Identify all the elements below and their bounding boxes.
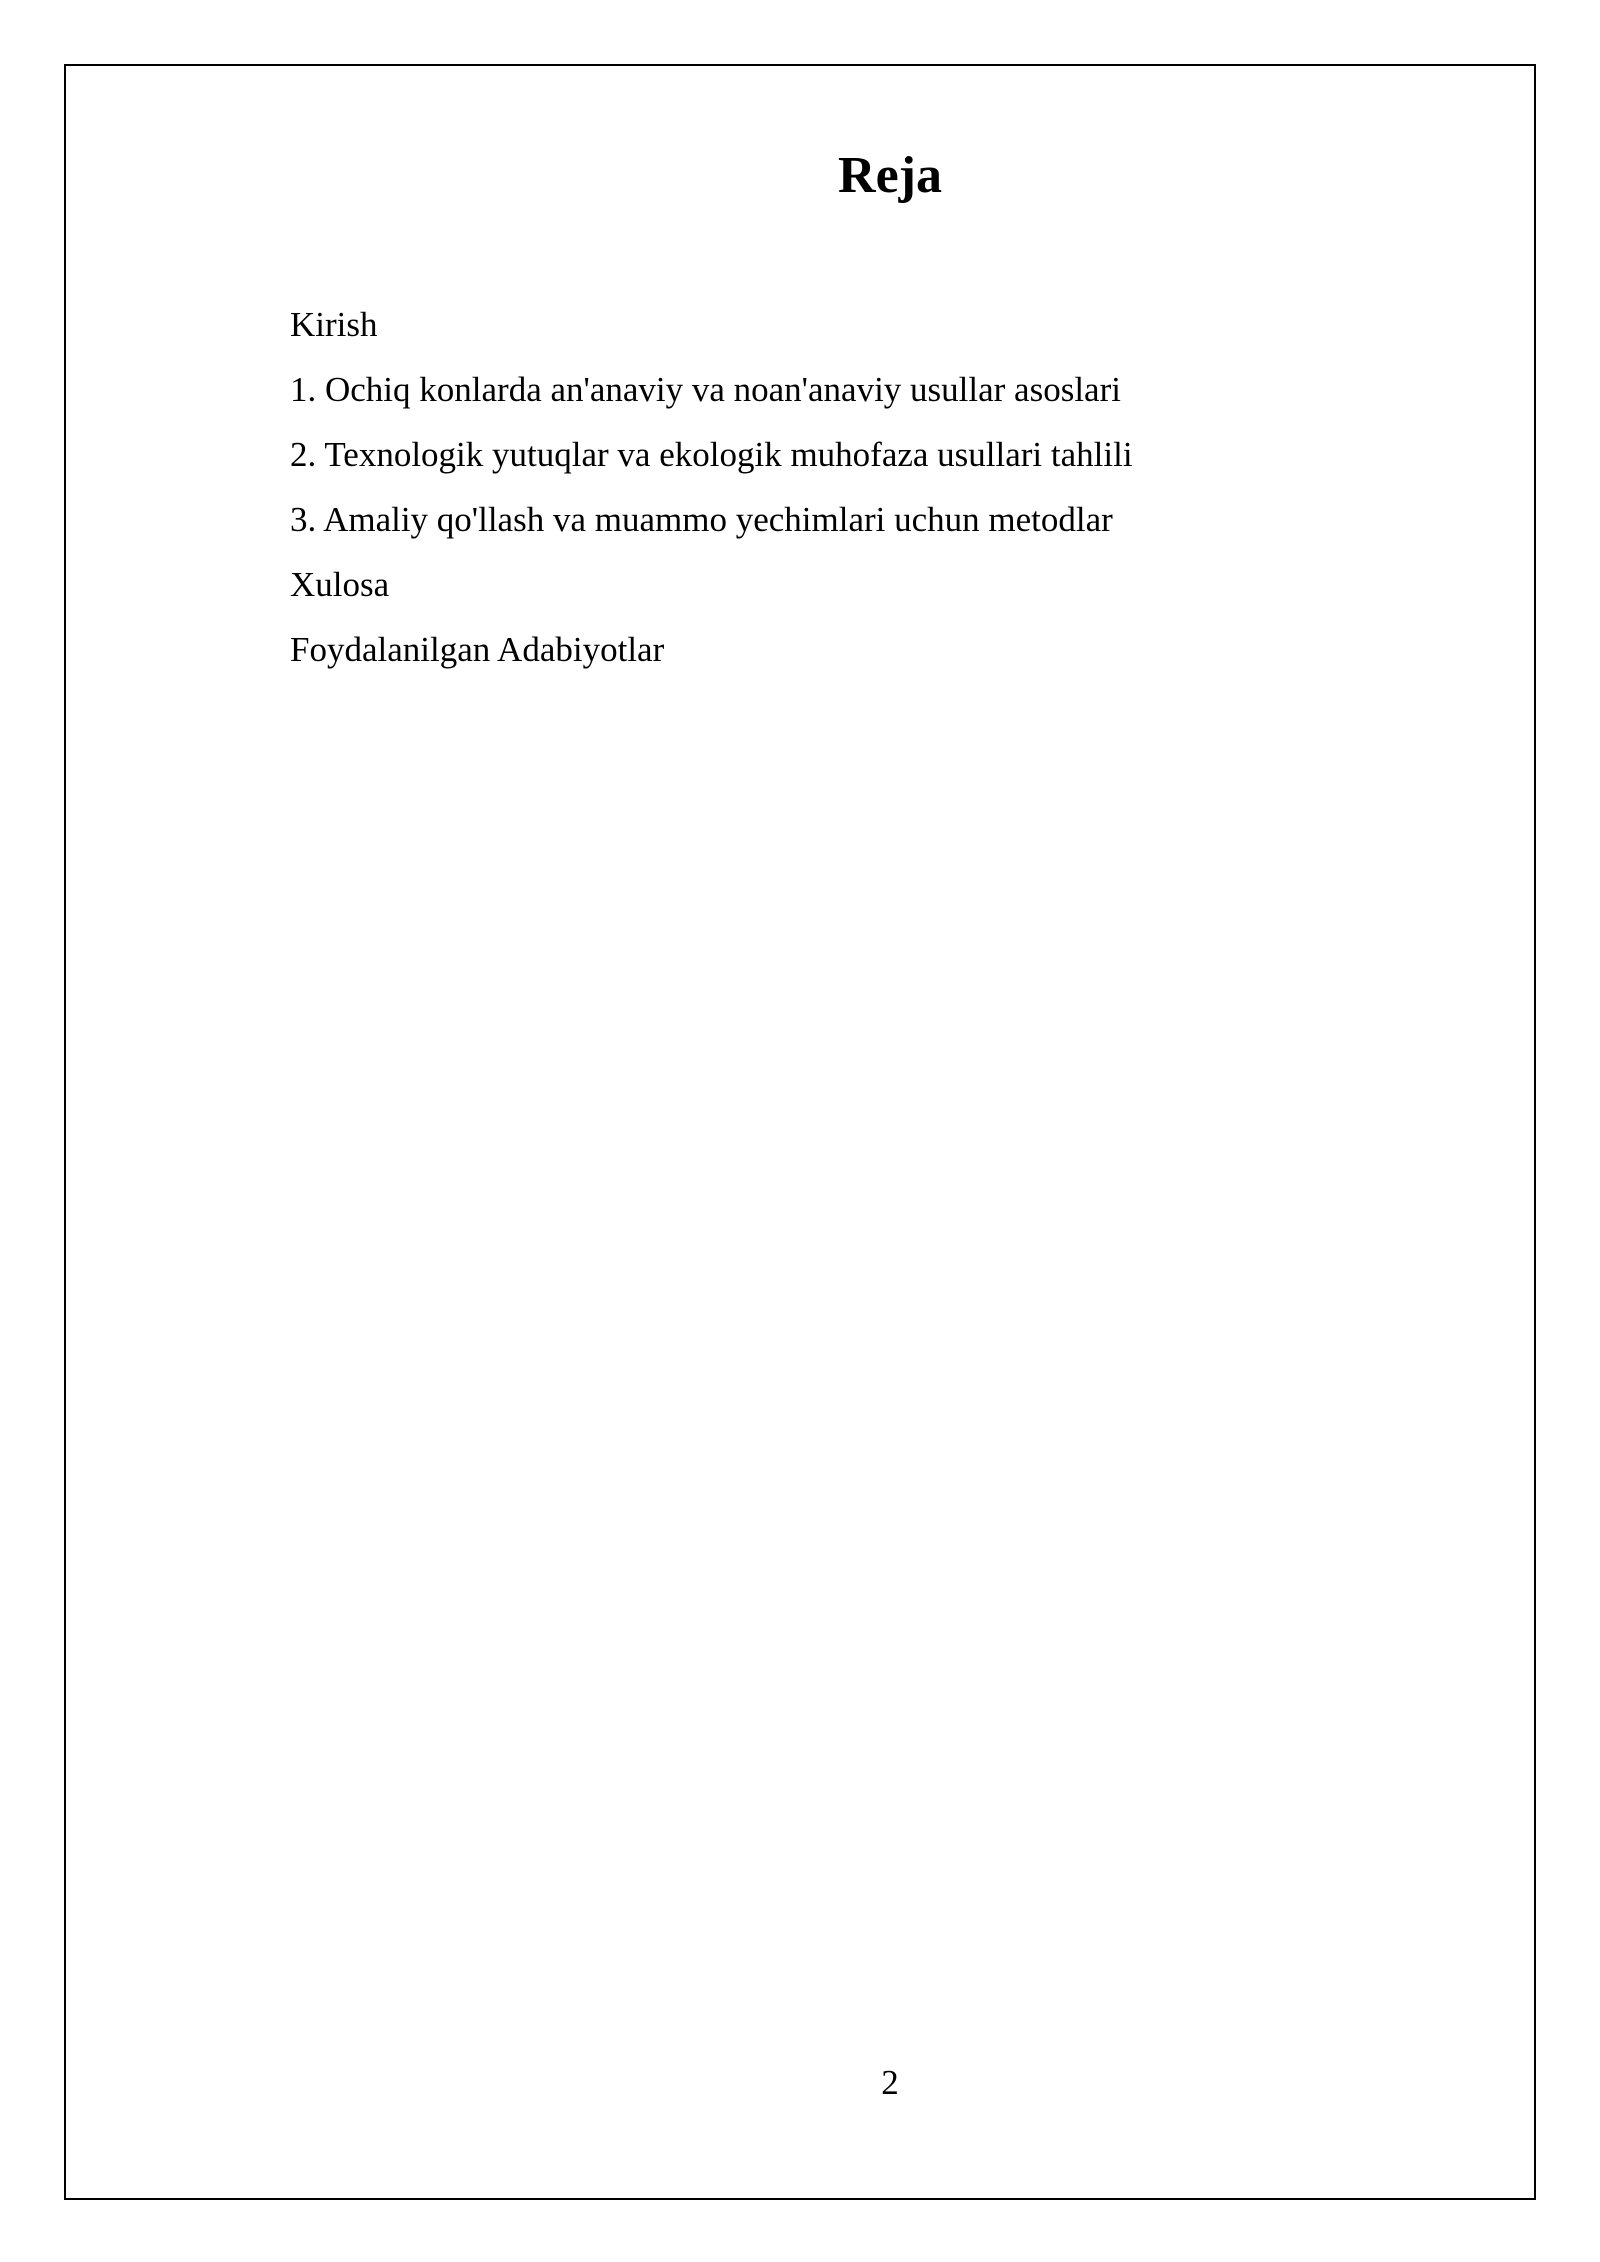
toc-item-chapter-3: 3. Amaliy qo'llash va muammo yechimlari uchun metodlar: [290, 500, 1113, 539]
toc-item-introduction: Kirish: [290, 305, 378, 344]
page-title: Reja: [838, 147, 942, 204]
page-number: 2: [881, 2063, 899, 2102]
toc-item-chapter-2: 2. Texnologik yutuqlar va ekologik muhofaza usullari tahlili: [290, 435, 1133, 474]
toc-item-references: Foydalanilgan Adabiyotlar: [290, 630, 665, 669]
toc-item-chapter-1: 1. Ochiq konlarda an'anaviy va noan'anaviy usullar asoslari: [290, 370, 1121, 409]
table-of-contents: [290, 292, 1133, 682]
toc-item-conclusion: Xulosa: [290, 565, 390, 604]
